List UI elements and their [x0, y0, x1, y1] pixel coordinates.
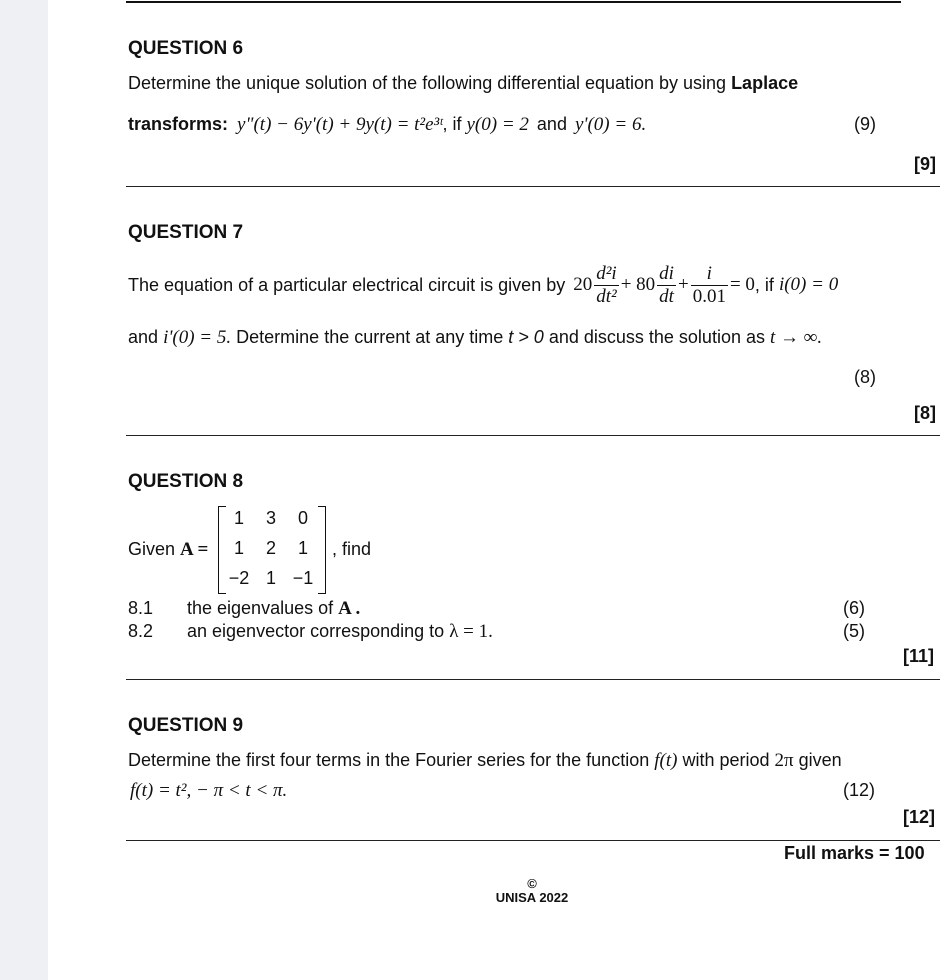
q8-total-marks: [11] [903, 646, 935, 666]
left-margin [0, 0, 48, 980]
q8-item-1-math: A . [338, 598, 361, 619]
q6-condition-2: y'(0) = 6. [574, 114, 647, 135]
q8-item-2-marks: (5) [843, 621, 865, 641]
q7-line2-text-2: and discuss the solution as [548, 327, 765, 347]
q6-equation: y"(t) − 6y'(t) + 9y(t) = t²e³ᵗ [237, 114, 443, 135]
q7-frac3-num: i [691, 263, 728, 286]
q8-item-1-number: 8.1 [128, 598, 154, 618]
q7-fraction-3 [691, 263, 728, 308]
q7-frac1-num: d²i [596, 262, 617, 284]
q9-given: given [798, 750, 842, 770]
q7-if: , if [754, 274, 774, 295]
question-7-title: QUESTION 7 [128, 222, 244, 243]
q8-divider [126, 679, 940, 680]
q6-total-marks: [9] [914, 154, 936, 174]
q7-frac3-den: 0.01 [692, 285, 726, 307]
q6-part-marks: (9) [854, 114, 876, 134]
q6-if: , if [442, 114, 462, 134]
matrix-cell: 2 [265, 538, 276, 558]
matrix-right-bracket [318, 506, 326, 594]
q9-divider [126, 840, 940, 841]
q8-item-2-math: λ = 1. [449, 621, 493, 642]
matrix-cell: −1 [292, 568, 314, 588]
q7-eq-zero: = 0 [729, 274, 755, 295]
q7-line1-text: The equation of a particular electrical circuit is given by [128, 274, 566, 295]
q9-total-marks: [12] [903, 807, 936, 827]
q6-line1-text: Determine the unique solution of the following differential equation by using [128, 73, 732, 93]
q9-function: f(t) [654, 750, 678, 771]
q7-line2-text: Determine the current at any time [236, 327, 504, 347]
q9-line-2: f(t) = t², − π < t < π. [130, 780, 288, 801]
q7-divider [126, 435, 940, 436]
q6-divider [126, 186, 940, 187]
q7-coef-1: 20 [573, 274, 593, 295]
top-rule [126, 1, 901, 3]
q8-item-1 [187, 598, 360, 620]
q7-fraction-2 [657, 263, 676, 308]
q9-part-marks: (12) [843, 780, 876, 800]
matrix-cell: 0 [297, 508, 308, 528]
q6-condition-1: y(0) = 2 [466, 114, 529, 135]
q9-period: 2π [774, 750, 794, 771]
full-marks: Full marks = 100 [784, 843, 925, 863]
q8-item-2-text: an eigenvector corresponding to [187, 621, 445, 641]
footer-org: UNISA 2022 [495, 890, 569, 905]
q6-line1-bold: Laplace [731, 73, 799, 93]
q8-item-1-marks: (6) [843, 598, 865, 618]
q8-find: , find [332, 539, 372, 559]
q6-and: and [536, 114, 567, 134]
question-6-line-1 [128, 73, 798, 94]
q7-condition-1: i(0) = 0 [778, 274, 839, 295]
q8-given [128, 539, 208, 561]
q8-given-text: Given [128, 539, 176, 559]
matrix-cell: 1 [233, 508, 244, 528]
q7-fraction-1 [594, 263, 618, 308]
q9-line1-text: Determine the first four terms in the Fourier series for the function [128, 750, 650, 770]
question-9-line-1 [128, 750, 842, 772]
q7-t-condition: t > 0 [508, 327, 544, 347]
q9-period-text: with period [682, 750, 770, 770]
copyright-symbol: © [527, 876, 537, 891]
q7-frac1-den: dt² [596, 285, 617, 307]
question-6-line-2 [128, 114, 646, 136]
question-7-line-1 [128, 258, 838, 312]
q8-matrix [218, 506, 328, 594]
q7-condition-2: i'(0) = 5. [163, 327, 232, 348]
matrix-cell: 3 [265, 508, 276, 528]
q8-item-2 [187, 621, 493, 643]
question-9-title: QUESTION 9 [128, 715, 244, 736]
q7-part-marks: (8) [854, 367, 876, 387]
q6-line2-bold: transforms: [128, 114, 229, 134]
matrix-cell: 1 [297, 538, 308, 558]
question-8-title: QUESTION 8 [128, 471, 244, 492]
q7-total-marks: [8] [914, 403, 936, 423]
q7-plus: + [677, 274, 689, 295]
q7-frac2-num: di [659, 262, 674, 284]
question-6-title: QUESTION 6 [128, 38, 244, 59]
q7-line2-and: and [128, 327, 159, 347]
q7-coef-2: + 80 [620, 274, 656, 295]
matrix-cell: −2 [228, 568, 250, 588]
q8-item-1-text: the eigenvalues of [187, 598, 334, 618]
matrix-cell: 1 [265, 568, 276, 588]
q7-frac2-den: dt [659, 285, 674, 307]
q7-limit: t → ∞. [770, 327, 823, 348]
q8-item-2-number: 8.2 [128, 621, 154, 641]
matrix-cell: 1 [233, 538, 244, 558]
q8-matrix-label: A = [180, 539, 209, 560]
question-7-line-2 [128, 327, 822, 349]
